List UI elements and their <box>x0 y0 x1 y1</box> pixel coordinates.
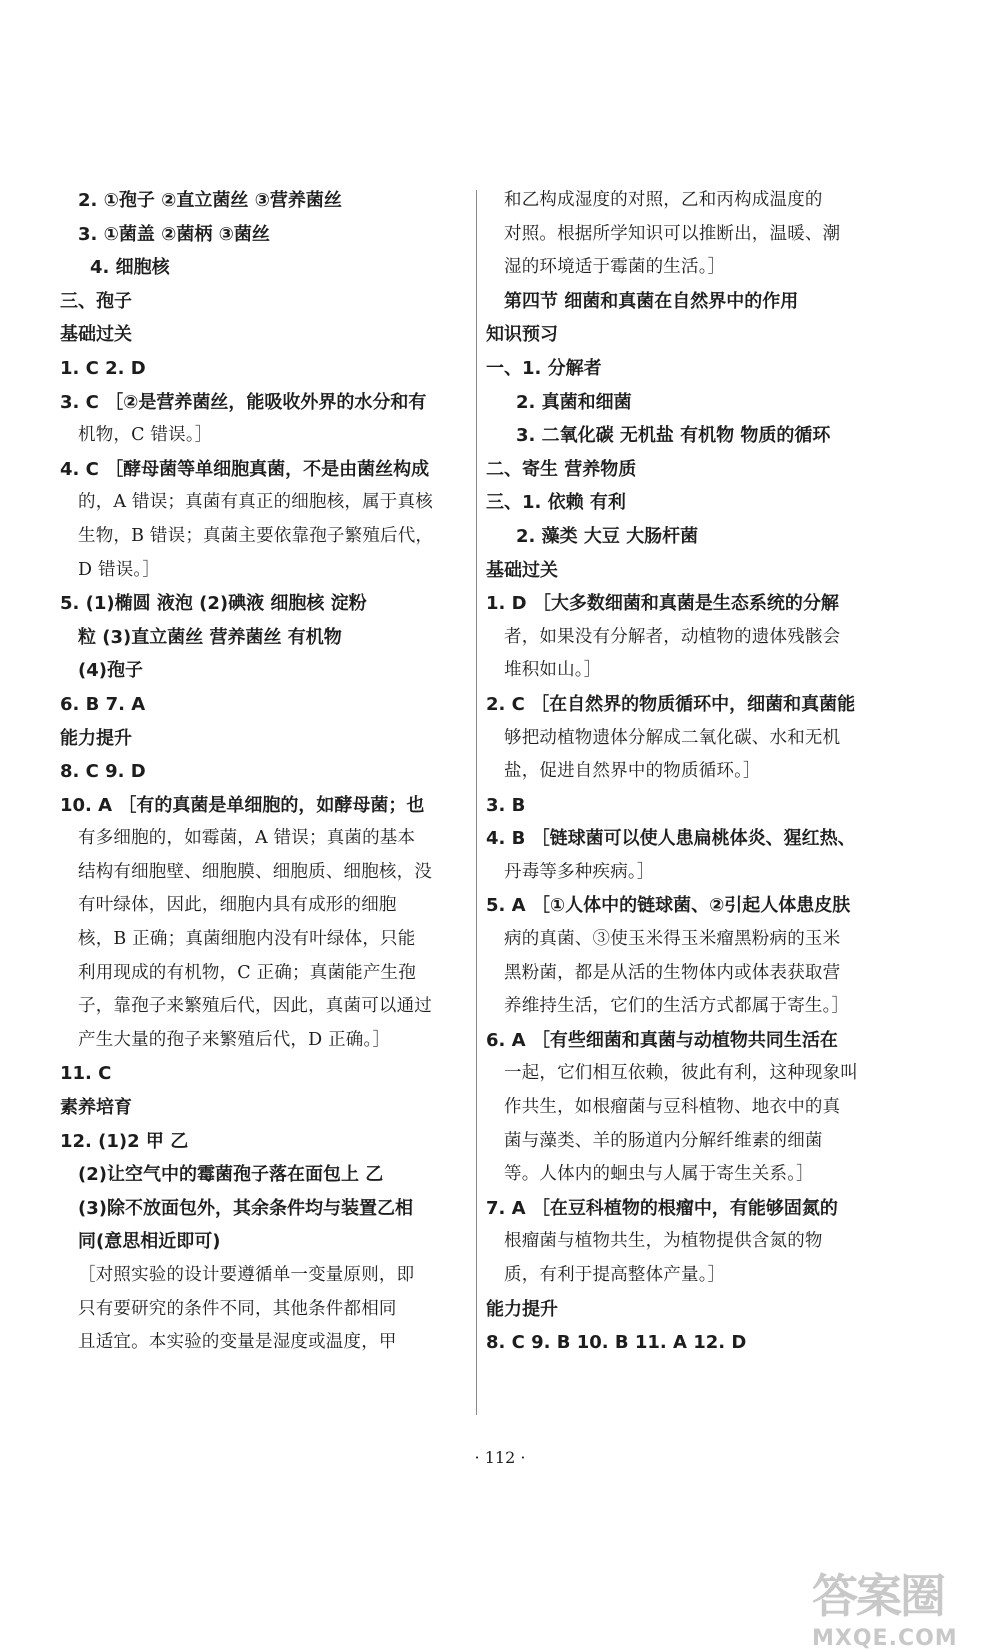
left-line: 基础过关 <box>60 324 132 346</box>
right-line: 基础过关 <box>486 559 558 581</box>
right-line: 1. D ［大多数细菌和真菌是生态系统的分解 <box>486 593 839 615</box>
right-line: 4. B ［链球菌可以使人患扁桃体炎、猩红热、 <box>486 828 856 850</box>
right-line: 3. 二氧化碳 无机盐 有机物 物质的循环 <box>516 425 831 447</box>
left-line: 有叶绿体，因此，细胞内具有成形的细胞 <box>78 895 397 916</box>
right-line: 第四节 细菌和真菌在自然界中的作用 <box>504 290 799 312</box>
left-line: ［对照实验的设计要遵循单一变量原则，即 <box>78 1265 415 1285</box>
right-line: 一、1. 分解者 <box>486 357 602 379</box>
right-line: 养维持生活，它们的生活方式都属于寄生。］ <box>504 996 850 1017</box>
right-line: 作共生，如根瘤菌与豆科植物、地衣中的真 <box>504 1097 841 1118</box>
left-line: 11. C <box>60 1063 112 1085</box>
right-line: 黑粉菌，都是从活的生物体内或体表获取营 <box>504 962 841 983</box>
right-line: 根瘤菌与植物共生，为植物提供含氮的物 <box>504 1231 823 1252</box>
left-line: 2. ①孢子 ②直立菌丝 ③营养菌丝 <box>78 190 342 211</box>
left-line: 同(意思相近即可) <box>78 1231 221 1253</box>
watermark-url: MXQE.COM <box>812 1626 958 1651</box>
left-line: 1. C 2. D <box>60 357 146 379</box>
right-line: 2. 真菌和细菌 <box>516 391 632 413</box>
left-line: 8. C 9. D <box>60 761 146 783</box>
right-line: 8. C 9. B 10. B 11. A 12. D <box>486 1332 747 1354</box>
left-line: 4. 细胞核 <box>90 257 170 279</box>
right-line: 菌与藻类、羊的肠道内分解纤维素的细菌 <box>504 1130 823 1151</box>
left-line: 有多细胞的，如霉菌，A 错误；真菌的基本 <box>78 828 416 849</box>
left-line: (3)除不放面包外，其余条件均与装置乙相 <box>78 1197 413 1219</box>
right-line: 二、寄生 营养物质 <box>486 458 637 480</box>
left-line: 3. ①菌盖 ②菌柄 ③菌丝 <box>78 223 270 245</box>
right-column <box>486 184 922 1360</box>
right-line: 5. A ［①人体中的链球菌、②引起人体患皮肤 <box>486 895 851 917</box>
left-line: 利用现成的有机物，C 正确；真菌能产生孢 <box>78 962 416 983</box>
column-divider <box>476 190 477 1415</box>
left-line: 核，B 正确；真菌细胞内没有叶绿体，只能 <box>78 929 416 950</box>
right-line: 和乙构成湿度的对照，乙和丙构成温度的 <box>504 190 823 210</box>
left-line: 10. A ［有的真菌是单细胞的，如酵母菌；也 <box>60 794 425 816</box>
left-line: 结构有细胞壁、细胞膜、细胞质、细胞核，没 <box>78 861 432 882</box>
right-line: 对照。根据所学知识可以推断出，温暖、潮 <box>504 223 841 244</box>
left-line: 机物，C 错误。］ <box>78 425 213 446</box>
watermark-text: 答案圈 <box>812 1569 944 1623</box>
left-line: 6. B 7. A <box>60 693 146 715</box>
right-line: 堆积如山。］ <box>504 660 602 681</box>
right-line: 知识预习 <box>486 324 558 346</box>
left-line: (2)让空气中的霉菌孢子落在面包上 乙 <box>78 1164 384 1186</box>
left-line: 12. (1)2 甲 乙 <box>60 1130 189 1152</box>
right-line: 等。人体内的蛔虫与人属于寄生关系。］ <box>504 1164 814 1185</box>
right-line: 丹毒等多种疾病。］ <box>504 861 655 882</box>
right-line: 湿的环境适于霉菌的生活。］ <box>504 257 726 278</box>
right-line: 三、1. 依赖 有利 <box>486 492 626 514</box>
right-line: 一起，它们相互依赖，彼此有利，这种现象叫 <box>504 1063 858 1084</box>
right-line: 质，有利于提高整体产量。］ <box>504 1265 726 1285</box>
page-number: · 112 · <box>474 1448 526 1467</box>
right-line: 2. 藻类 大豆 大肠杆菌 <box>516 525 699 547</box>
left-line: 产生大量的孢子来繁殖后代，D 正确。］ <box>78 1029 391 1050</box>
left-column <box>60 184 470 1360</box>
watermark-logo <box>812 1560 992 1651</box>
left-line: 3. C ［②是营养菌丝，能吸收外界的水分和有 <box>60 391 427 413</box>
left-line: 只有要研究的条件不同，其他条件都相同 <box>78 1298 397 1319</box>
right-line: 者，如果没有分解者，动植物的遗体残骸会 <box>504 626 841 647</box>
left-line: 的，A 错误；真菌有真正的细胞核，属于真核 <box>78 492 433 513</box>
right-line: 7. A ［在豆科植物的根瘤中，有能够固氮的 <box>486 1197 838 1219</box>
left-line: 能力提升 <box>60 727 132 749</box>
right-line: 2. C ［在自然界的物质循环中，细菌和真菌能 <box>486 693 856 715</box>
left-line: 子，靠孢子来繁殖后代，因此，真菌可以通过 <box>78 996 432 1017</box>
left-line: 素养培育 <box>60 1097 132 1119</box>
right-line: 能力提升 <box>486 1298 558 1320</box>
right-line: 盐，促进自然界中的物质循环。］ <box>504 761 761 782</box>
left-line: 三、孢子 <box>60 290 132 312</box>
right-line: 6. A ［有些细菌和真菌与动植物共同生活在 <box>486 1029 838 1051</box>
right-line: 病的真菌、③使玉米得玉米瘤黑粉病的玉米 <box>504 929 841 950</box>
left-line: 4. C ［酵母菌等单细胞真菌，不是由菌丝构成 <box>60 458 430 480</box>
left-line: D 错误。］ <box>78 559 161 580</box>
right-line: 够把动植物遗体分解成二氧化碳、水和无机 <box>504 727 841 748</box>
left-line: 粒 (3)直立菌丝 营养菌丝 有机物 <box>78 626 342 648</box>
left-line: (4)孢子 <box>78 660 143 682</box>
right-line: 3. B <box>486 794 526 816</box>
left-line: 5. (1)椭圆 液泡 (2)碘液 细胞核 淀粉 <box>60 593 367 615</box>
left-line: 且适宜。本实验的变量是湿度或温度，甲 <box>78 1332 397 1353</box>
left-line: 生物，B 错误；真菌主要依靠孢子繁殖后代， <box>78 525 434 546</box>
